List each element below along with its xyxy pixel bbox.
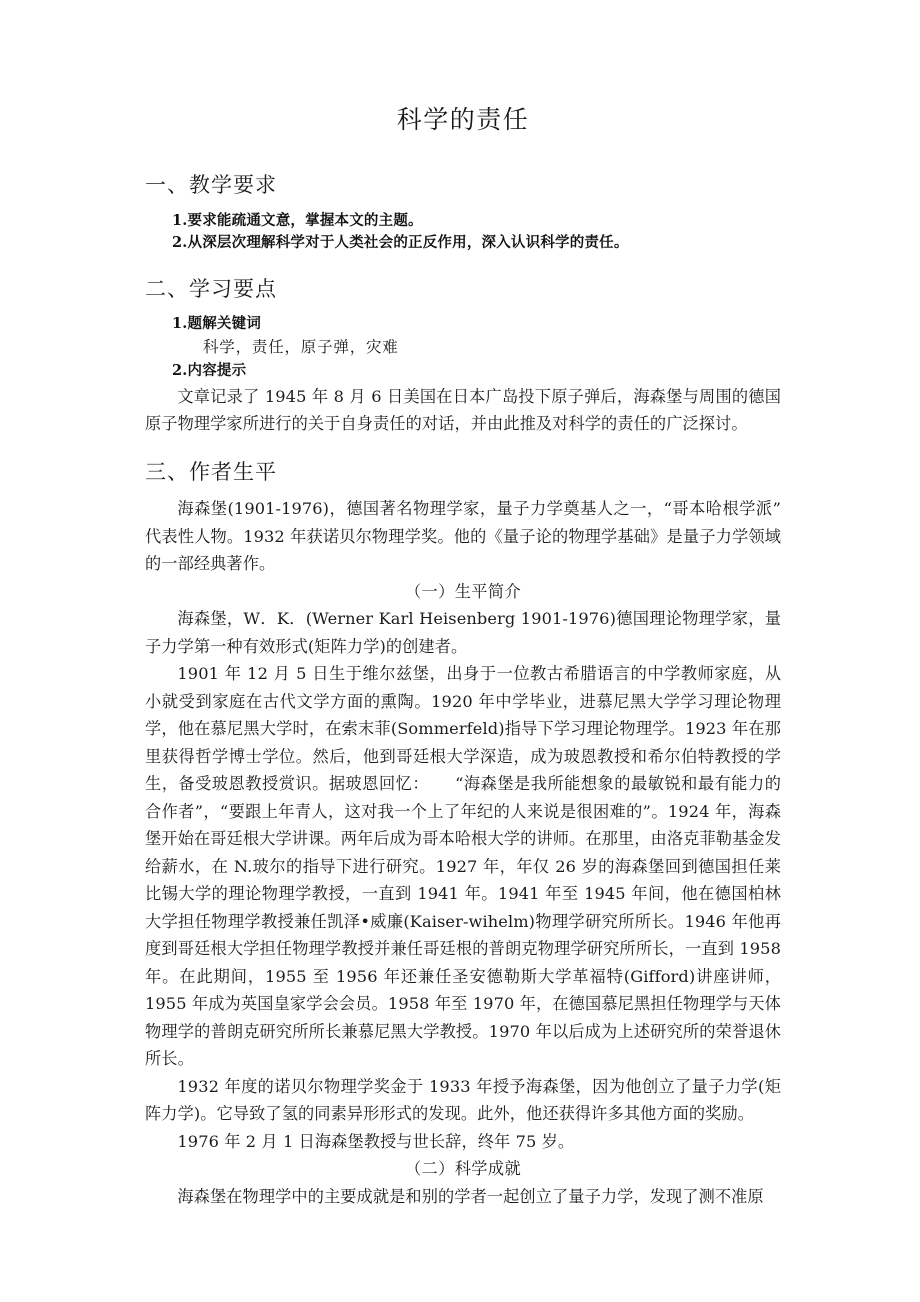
section-heading-author-biography: 三、作者生平 (145, 459, 277, 484)
section-heading-study-points: 二、学习要点 (145, 276, 277, 301)
subheading-scientific-achievements: （二）科学成就 (404, 1159, 522, 1179)
biography-paragraph-2-part-a: 1901 年 12 月 5 日生于维尔兹堡，出身于一位教古希腊语言的中学教师家庭，从小就受到家庭在古代文学方面的熏陶。1920 年中学毕业，进慕尼黑大学学习理论物理学，他在慕尼黑大学时，在索末菲(Sommerfeld)指导下学习理论物理学。1923 年在那里获得哲学博士学位。然后，他到哥廷根大学深造，成为玻恩教授和希尔伯特教授的学生，备受玻恩教授赏识。据玻恩回忆： (145, 664, 781, 794)
study-point-item-1-label: 1.题解关键词 (172, 315, 262, 332)
teaching-requirement-item-2: 2.从深层次理解科学对于人类社会的正反作用，深入认识科学的责任。 (172, 233, 629, 251)
biography-paragraph-3: 1932 年度的诺贝尔物理学奖金于 1933 年授予海森堡，因为他创立了量子力学(矩阵力学)。它导致了氢的同素异形形式的发现。此外，他还获得许多其他方面的奖励。 (145, 1076, 781, 1124)
author-intro-paragraph: 海森堡(1901-1976)，德国著名物理学家，量子力学奠基人之一，“哥本哈根学派”代表性人物。1932 年获诺贝尔物理学奖。他的《量子论的物理学基础》是量子力学领域的一部经典著作。 (145, 499, 781, 574)
biography-paragraph-1: 海森堡，W．K．(Werner Karl Heisenberg 1901-1976)德国理论物理学家，量子力学第一种有效形式(矩阵力学)的创建者。 (145, 609, 781, 656)
biography-paragraph-4: 1976 年 2 月 1 日海森堡教授与世长辞，终年 75 岁。 (177, 1131, 575, 1151)
document-content (145, 0, 781, 1210)
biography-paragraph-5: 海森堡在物理学中的主要成就是和别的学者一起创立了量子力学，发现了测不准原 (177, 1186, 764, 1206)
teaching-requirement-item-1: 1.要求能疏通文意，掌握本文的主题。 (172, 211, 423, 229)
study-point-content-summary: 文章记录了 1945 年 8 月 6 日美国在日本广岛投下原子弹后，海森堡与周围的德国原子物理学家所进行的关于自身责任的对话，并由此推及对科学的责任的广泛探讨。 (145, 386, 781, 434)
subheading-life-sketch: （一）生平简介 (404, 581, 522, 601)
biography-paragraph-2-part-b: “海森堡是我所能想象的最敏锐和最有能力的合作者”，“要跟上年青人，这对我一个上了年纪的人来说是很困难的”。1924 年，海森堡开始在哥廷根大学讲课。两年后成为哥本哈根大学的讲师。在那里，由洛克菲勒基金发给薪水，在 N.玻尔的指导下进行研究。1927 年，年仅 26 岁的海森堡回到德国担任莱比锡大学的理论物理学教授，一直到 1941 年。1941 年至 1945 年间，他在德国柏林大学担任物理学教授兼任凯泽•威廉(Kaiser-wihelm)物理学研究所所长。1946 年他再度到哥廷根大学担任物理学教授并兼任哥廷根的普朗克物理学研究所所长，一直到 1958 年。在此期间，1955 至 1956 年还兼任圣安德勒斯大学革福特(Gifford)讲座讲师，1955 年成为英国皇家学会会员。1958 年至 1970 年，在德国慕尼黑担任物理学与天体物理学的普朗克研究所所长兼慕尼黑大学教授。1970 年以后成为上述研究所的荣誉退休所长。 (145, 774, 782, 1069)
study-point-item-2-label: 2.内容提示 (172, 361, 247, 379)
study-point-keywords: 科学，责任，原子弹，灾难 (203, 338, 399, 357)
page-title: 科学的责任 (396, 105, 530, 134)
biography-paragraph-2 (145, 660, 781, 1073)
section-heading-teaching-requirements: 一、教学要求 (145, 173, 277, 198)
